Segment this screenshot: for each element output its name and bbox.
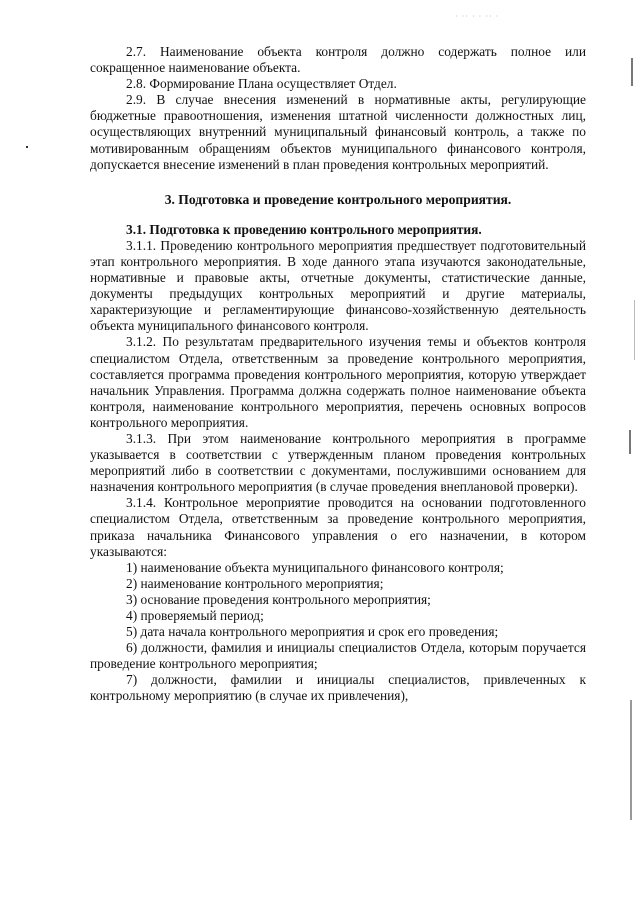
paragraph-3-1-3: 3.1.3. При этом наименование контрольного мероприятия в программе указывается в соответствии с утвержденным планом проведения контрольных мероприятий либо в соответствии с документами, послужившими основанием для назначения контрольного мероприятия (в случае проведения внеплановой проверки). [90,430,586,495]
scan-left-dot [26,146,28,148]
list-item: 3) основание проведения контрольного мероприятия; [126,591,431,607]
scan-edge-mark-4 [630,700,632,820]
list-item: 6) должности, фамилия и инициалы специалистов Отдела, которым поручается проведение контрольного мероприятия; [90,640,586,672]
paragraph-3-1-1: 3.1.1. Проведению контрольного мероприятия предшествует подготовительный этап контрольного мероприятия. В ходе данного этапа изучаются законодательные, нормативные и правовые акты, отчетные документы, статистические данные, документы предыдущих контрольных мероприятий и другие материалы, характеризующие и регламентирующие финансово-хозяйственную деятельность объекта муниципального финансового контроля. [90,237,586,334]
scan-edge-mark-2 [634,300,635,360]
list-item: 2) наименование контрольного мероприятия; [126,575,384,591]
paragraph-2-8: 2.8. Формирование Плана осуществляет Отдел. [126,76,397,92]
list-item: 7) должности, фамилии и инициалы специалистов, привлеченных к контрольному мероприятию (в случае их привлечения), [90,672,586,704]
list-item: 4) проверяемый период; [126,608,264,623]
scan-edge-mark-3 [629,430,631,454]
scan-header-noise: · ·· · · ·· · [455,12,500,21]
paragraph-3-1-2: 3.1.2. По результатам предварительного изучения темы и объектов контроля специалистом Отдела, ответственным за проведение контрольного мероприятия, составляется программа проведения контрольного мероприятия, которую утверждает начальник Управления. Программа должна содержать полное наименование объекта контроля, наименование контрольного мероприятия, перечень основных вопросов контрольного мероприятия. [90,334,586,430]
section-3-1-heading: 3.1. Подготовка к проведению контрольного мероприятия. [126,221,482,237]
document-page [90,44,586,705]
section-3-heading: 3. Подготовка и проведение контрольного мероприятия. [164,191,512,207]
paragraph-3-1-4: 3.1.4. Контрольное мероприятие проводится на основании подготовленного специалистом Отдела, ответственным за проведение контрольного мероприятия, приказа начальника Финансового управления о его назначении, в котором указываются: [90,495,586,559]
list-item: 1) наименование объекта муниципального финансового контроля; [126,559,504,575]
appointment-order-list [90,560,586,705]
list-item: 5) дата начала контрольного мероприятия и срок его проведения; [126,624,499,640]
paragraph-2-7: 2.7. Наименование объекта контроля должно содержать полное или сокращенное наименование объекта. [90,44,586,76]
scan-edge-mark-1 [631,58,633,86]
paragraph-2-9: 2.9. В случае внесения изменений в нормативные акты, регулирующие бюджетные правоотношения, изменения штатной численности должностных лиц, осуществляющих внутренний муниципальный финансовый контроль, а также по мотивированным обращениям объектов муниципального финансового контроля, допускается внесение изменений в план проведения контрольных мероприятий. [90,92,586,172]
